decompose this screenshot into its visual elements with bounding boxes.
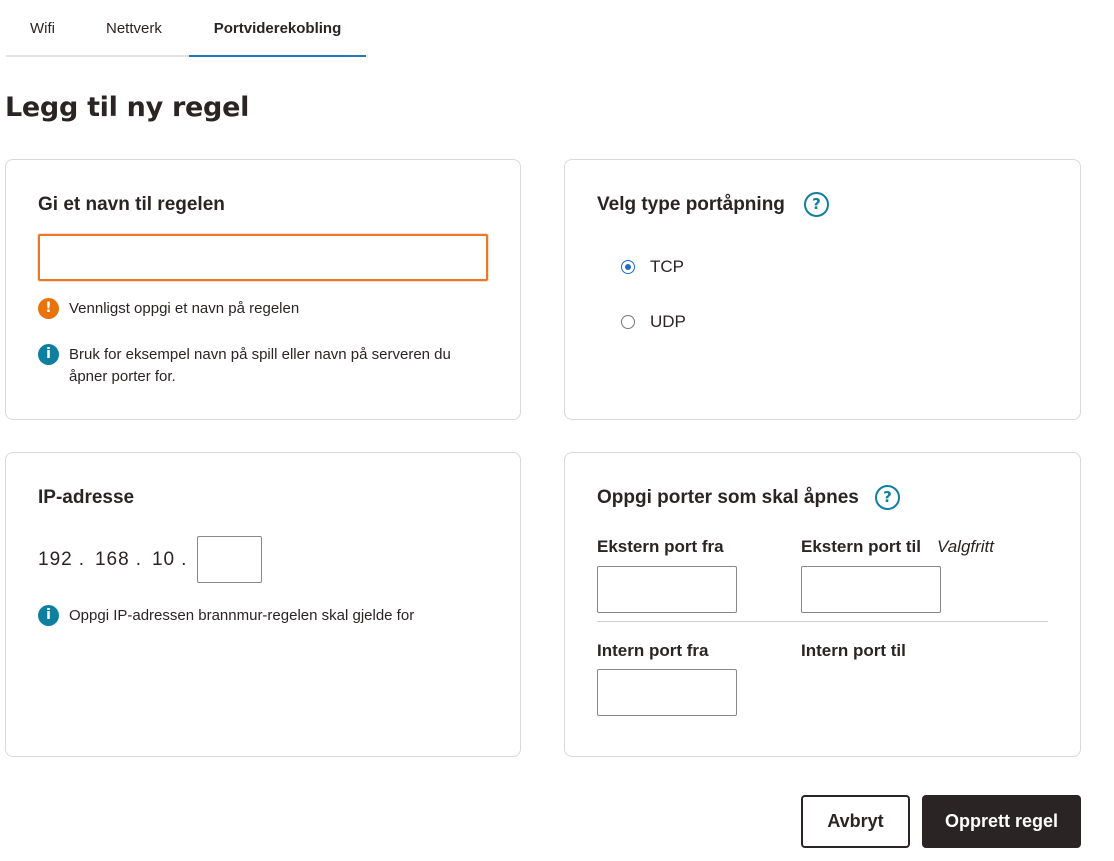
internal-port-from-label: Intern port fra	[597, 641, 709, 660]
help-icon[interactable]: ?	[804, 192, 829, 217]
info-icon: i	[38, 344, 59, 365]
rule-name-hint	[38, 344, 451, 388]
rule-name-error	[38, 298, 299, 320]
radio-udp-label: UDP	[650, 312, 686, 331]
rule-name-error-text: Vennligst oppgi et navn på regelen	[69, 300, 300, 317]
external-port-to-label: Ekstern port til	[801, 537, 921, 556]
ip-dot-1: .	[78, 548, 85, 570]
radio-tcp[interactable]	[621, 257, 684, 277]
tab-portviderekobling[interactable]: Portviderekobling	[213, 20, 342, 37]
rule-name-hint-line1: Bruk for eksempel navn på spill eller navn på serveren du	[69, 346, 451, 363]
rule-name-hint-text	[69, 344, 451, 388]
tab-nettverk[interactable]: Nettverk	[106, 20, 162, 37]
ip-segment-2: 168	[94, 548, 130, 570]
cancel-button[interactable]: Avbryt	[801, 795, 910, 848]
tab-bar	[6, 0, 366, 57]
create-rule-button[interactable]: Opprett regel	[922, 795, 1081, 848]
ip-segment-1: 192	[38, 548, 73, 570]
ip-segment-3: 10	[151, 548, 176, 570]
port-type-heading: Velg type portåpning	[597, 194, 785, 215]
rule-name-hint-line2: åpner porter for.	[69, 368, 176, 385]
ip-address-heading: IP-adresse	[38, 487, 135, 508]
internal-port-from-input[interactable]	[597, 669, 737, 716]
rule-name-input[interactable]	[38, 234, 488, 281]
page-title: Legg til ny regel	[5, 92, 250, 123]
optional-label: Valgfritt	[937, 537, 995, 556]
external-port-from-label: Ekstern port fra	[597, 537, 724, 556]
info-icon: i	[38, 605, 59, 626]
ip-address-card	[5, 452, 521, 757]
ip-dot-2: .	[135, 548, 142, 570]
warning-icon: !	[38, 298, 59, 319]
active-tab-indicator	[189, 55, 366, 57]
ip-address-hint	[38, 605, 414, 627]
help-icon[interactable]: ?	[875, 485, 900, 510]
radio-tcp-label: TCP	[650, 257, 684, 276]
ip-address-hint-text: Oppgi IP-adressen brannmur-regelen skal gjelde for	[69, 607, 415, 624]
radio-udp[interactable]	[621, 312, 686, 332]
rule-name-heading: Gi et navn til regelen	[38, 194, 225, 215]
external-port-to-input[interactable]	[801, 566, 941, 613]
radio-tcp-indicator[interactable]	[621, 260, 635, 274]
port-type-card	[564, 159, 1081, 420]
ip-address-row	[38, 536, 262, 583]
rule-name-card	[5, 159, 521, 420]
ports-card	[564, 452, 1081, 757]
ports-heading: Oppgi porter som skal åpnes	[597, 487, 859, 508]
ip-dot-3: .	[181, 548, 188, 570]
divider	[597, 621, 1048, 622]
tab-wifi[interactable]: Wifi	[30, 20, 55, 37]
radio-udp-indicator[interactable]	[621, 315, 635, 329]
internal-port-to-label: Intern port til	[801, 641, 906, 660]
ip-last-octet-input[interactable]	[197, 536, 262, 583]
external-port-from-input[interactable]	[597, 566, 737, 613]
